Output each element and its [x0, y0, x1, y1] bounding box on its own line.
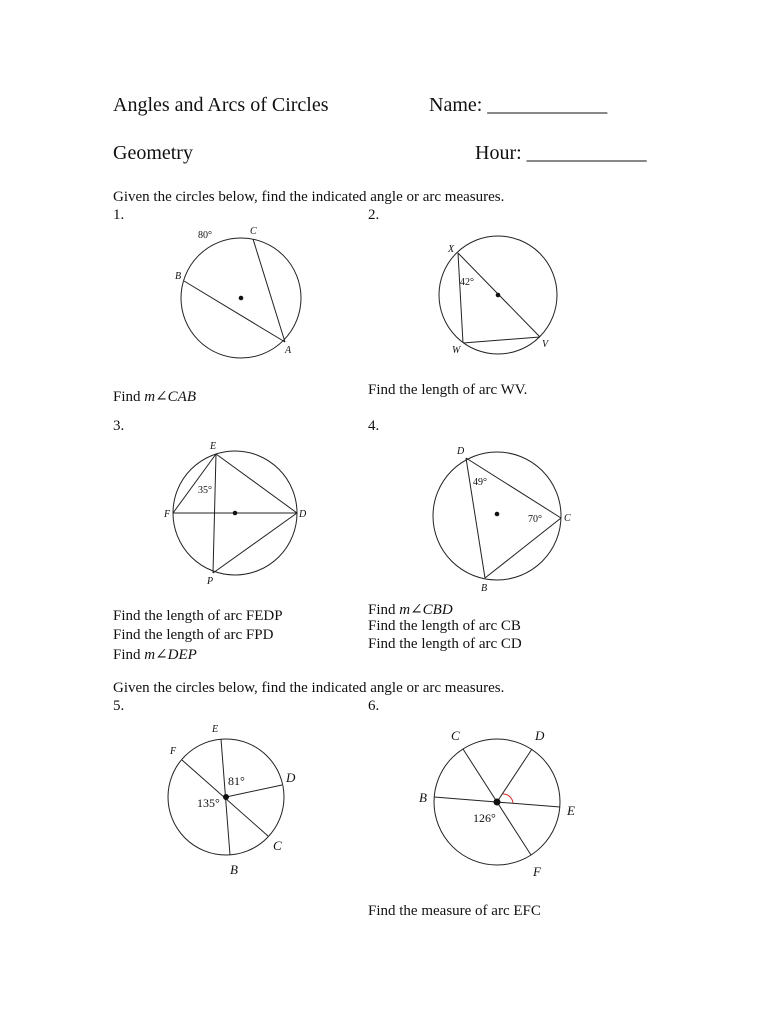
hour-field: Hour: ____________	[475, 142, 647, 164]
point-label-f: F	[164, 509, 171, 520]
point-label-c: C	[250, 226, 257, 237]
prompt-find-angle: Find m∠CBD	[368, 602, 453, 618]
point-label-f: F	[170, 746, 177, 757]
angle-marker	[503, 794, 513, 803]
point-label-b: B	[419, 790, 427, 805]
point-label-b: B	[230, 862, 238, 877]
center-point	[494, 799, 501, 806]
point-label-c: C	[273, 838, 282, 853]
point-label-b: B	[175, 271, 182, 282]
angle-label: 42°	[460, 277, 474, 288]
prompt-arc-wv: Find the length of arc WV.	[368, 382, 528, 398]
problem-number: 1.	[113, 207, 125, 223]
problem-number: 2.	[368, 207, 380, 223]
point-label-c: C	[451, 728, 460, 743]
point-label-d: D	[535, 728, 545, 743]
point-label-e: E	[212, 724, 219, 735]
point-label-d: D	[286, 770, 296, 785]
prompt-find-angle: Find m∠DEP	[113, 647, 197, 663]
prompt-arc-efc: Find the measure of arc EFC	[368, 903, 541, 919]
radius-d	[497, 749, 532, 802]
point-label-x: X	[448, 244, 455, 255]
point-label-p: P	[207, 576, 214, 587]
subject-label: Geometry	[113, 142, 193, 164]
prompt-arc-fpd: Find the length of arc FPD	[113, 627, 274, 643]
prompt-arc-cb: Find the length of arc CB	[368, 618, 521, 634]
point-label-b: B	[481, 583, 488, 594]
point-label-c: C	[564, 513, 571, 524]
point-label-d: D	[457, 446, 465, 457]
angle-label-126: 126°	[473, 811, 496, 825]
instruction-text: Given the circles below, find the indicated angle or arc measures.	[113, 189, 505, 205]
point-label-f: F	[533, 864, 541, 879]
name-field: Name: ____________	[429, 94, 608, 116]
point-label-e: E	[210, 441, 217, 452]
arc-label: 80°	[198, 230, 212, 241]
problem-number: 5.	[113, 698, 125, 714]
point-label-w: W	[452, 345, 461, 356]
instruction-text: Given the circles below, find the indicated angle or arc measures.	[113, 680, 505, 696]
prompt-arc-cd: Find the length of arc CD	[368, 636, 522, 652]
prompt-find-angle: Find m∠CAB	[113, 389, 196, 405]
problem-number: 4.	[368, 418, 380, 434]
point-label-d: D	[299, 509, 307, 520]
angle-label-135: 135°	[197, 796, 220, 810]
angle-label: 35°	[198, 485, 212, 496]
point-label-v: V	[542, 339, 549, 350]
point-label-e: E	[567, 803, 575, 818]
worksheet-title: Angles and Arcs of Circles	[113, 94, 329, 116]
point-label-a: A	[285, 345, 292, 356]
angle-label-70: 70°	[528, 514, 542, 525]
problem-number: 3.	[113, 418, 125, 434]
angle-label-49: 49°	[473, 477, 487, 488]
angle-label-81: 81°	[228, 774, 245, 788]
prompt-arc-fedp: Find the length of arc FEDP	[113, 608, 283, 624]
problem-number: 6.	[368, 698, 380, 714]
